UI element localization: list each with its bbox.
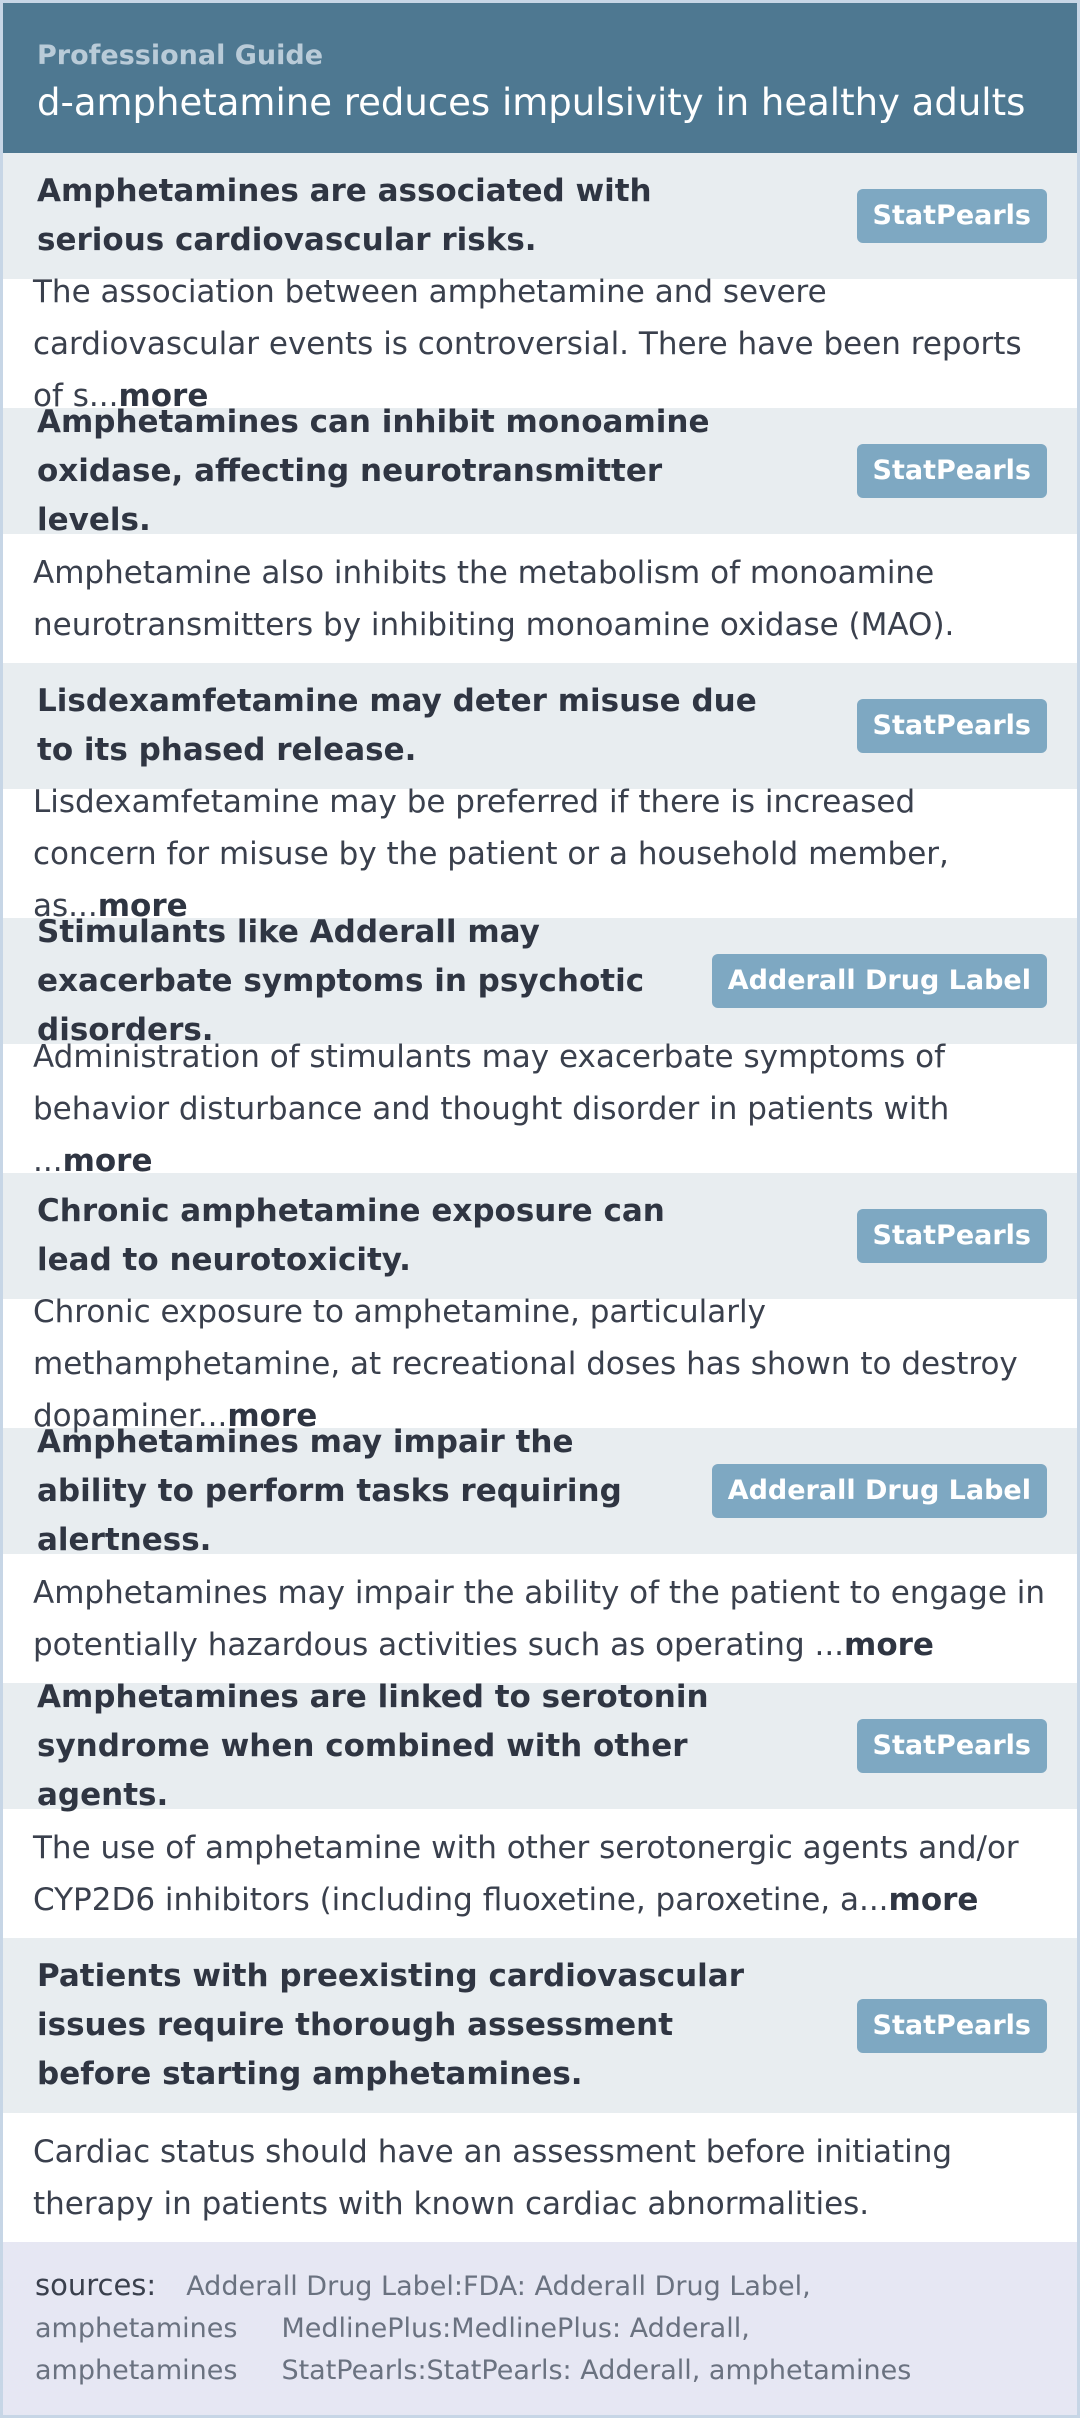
source-entry: MedlinePlus:MedlinePlus: Adderall, amphetamines	[35, 2313, 750, 2386]
sources-footer	[3, 2242, 1077, 2416]
source-tag[interactable]: Adderall Drug Label	[712, 954, 1047, 1008]
detail-row	[3, 1809, 1077, 1938]
detail-text	[33, 2126, 1047, 2230]
detail-snippet: The association between amphetamine and severe cardiovascular events is controversial. There have been reports of s...	[33, 273, 1022, 414]
claim-row	[3, 1678, 1077, 1813]
source-entry: StatPearls:StatPearls: Adderall, amphetamines	[281, 2355, 912, 2386]
detail-snippet: Cardiac status should have an assessment before initiating therapy in patients with known cardiac abnormalities.	[33, 2133, 953, 2222]
more-link[interactable]: more	[97, 887, 188, 924]
claim-row	[3, 1423, 1077, 1558]
source-entry: Adderall Drug Label:FDA: Adderall Drug Label, amphetamines	[35, 2271, 811, 2344]
source-tag[interactable]: StatPearls	[857, 1719, 1047, 1773]
source-tag[interactable]: StatPearls	[857, 699, 1047, 753]
detail-text	[33, 547, 1047, 651]
claim-text: Amphetamines are linked to serotonin syndrome when combined with other agents.	[37, 1678, 709, 1813]
detail-snippet: The use of amphetamine with other serotonergic agents and/or CYP2D6 inhibitors (including fluoxetine, paroxetine, a...	[33, 1829, 1019, 1918]
source-tag[interactable]: StatPearls	[857, 1999, 1047, 2053]
more-link[interactable]: more	[62, 1142, 153, 1179]
detail-snippet: Chronic exposure to amphetamine, particularly methamphetamine, at recreational doses has shown to destroy dopaminer...	[33, 1293, 1018, 1434]
claim-row	[3, 403, 1077, 538]
claim-text: Lisdexamfetamine may deter misuse due to its phased release.	[37, 683, 757, 768]
page-title: d-amphetamine reduces impulsivity in healthy adults	[37, 81, 1026, 124]
more-link[interactable]: more	[227, 1397, 318, 1434]
detail-row	[3, 534, 1077, 663]
source-tag[interactable]: StatPearls	[857, 444, 1047, 498]
claim-text: Amphetamines may impair the ability to perform tasks requiring alertness.	[37, 1423, 622, 1558]
claim-text: Patients with preexisting cardiovascular issues require thorough assessment before starting amphetamines.	[37, 1958, 745, 2092]
header	[3, 3, 1077, 153]
detail-row	[3, 2113, 1077, 2242]
source-tag[interactable]: Adderall Drug Label	[712, 1464, 1047, 1518]
claim-row	[3, 1938, 1077, 2113]
claim-text: Amphetamines can inhibit monoamine oxidase, affecting neurotransmitter levels.	[37, 403, 710, 538]
more-link[interactable]: more	[844, 1626, 934, 1663]
detail-row	[3, 783, 1077, 924]
sources-label: sources:	[35, 2268, 157, 2302]
detail-snippet: Amphetamines may impair the ability of the patient to engage in potentially hazardous activities such as operating ...	[33, 1574, 1046, 1663]
detail-text	[33, 1031, 1047, 1187]
detail-row	[3, 1038, 1077, 1179]
claim-text: Stimulants like Adderall may exacerbate symptoms in psychotic disorders.	[37, 913, 645, 1048]
more-link[interactable]: more	[118, 377, 209, 414]
claim-row	[3, 1173, 1077, 1299]
guide-kicker: Professional Guide	[37, 40, 324, 71]
claim-row	[3, 153, 1077, 279]
detail-snippet: Administration of stimulants may exacerbate symptoms of behavior disturbance and thought disorder in patients with ...	[33, 1038, 950, 1179]
detail-snippet: Lisdexamfetamine may be preferred if there is increased concern for misuse by the patient or a household member, as...	[33, 783, 949, 924]
detail-snippet: Amphetamine also inhibits the metabolism of monoamine neurotransmitters by inhibiting monoamine oxidase (MAO).	[33, 554, 955, 643]
claim-row	[3, 663, 1077, 789]
claim-text: Chronic amphetamine exposure can lead to neurotoxicity.	[37, 1193, 665, 1278]
claim-row	[3, 913, 1077, 1048]
source-tag[interactable]: StatPearls	[857, 189, 1047, 243]
detail-text	[33, 1567, 1047, 1671]
detail-row	[3, 1554, 1077, 1683]
source-tag[interactable]: StatPearls	[857, 1209, 1047, 1263]
detail-row	[3, 273, 1077, 414]
more-link[interactable]: more	[888, 1881, 979, 1918]
detail-text	[33, 1822, 1047, 1926]
claim-text: Amphetamines are associated with serious cardiovascular risks.	[37, 173, 652, 258]
detail-row	[3, 1293, 1077, 1434]
